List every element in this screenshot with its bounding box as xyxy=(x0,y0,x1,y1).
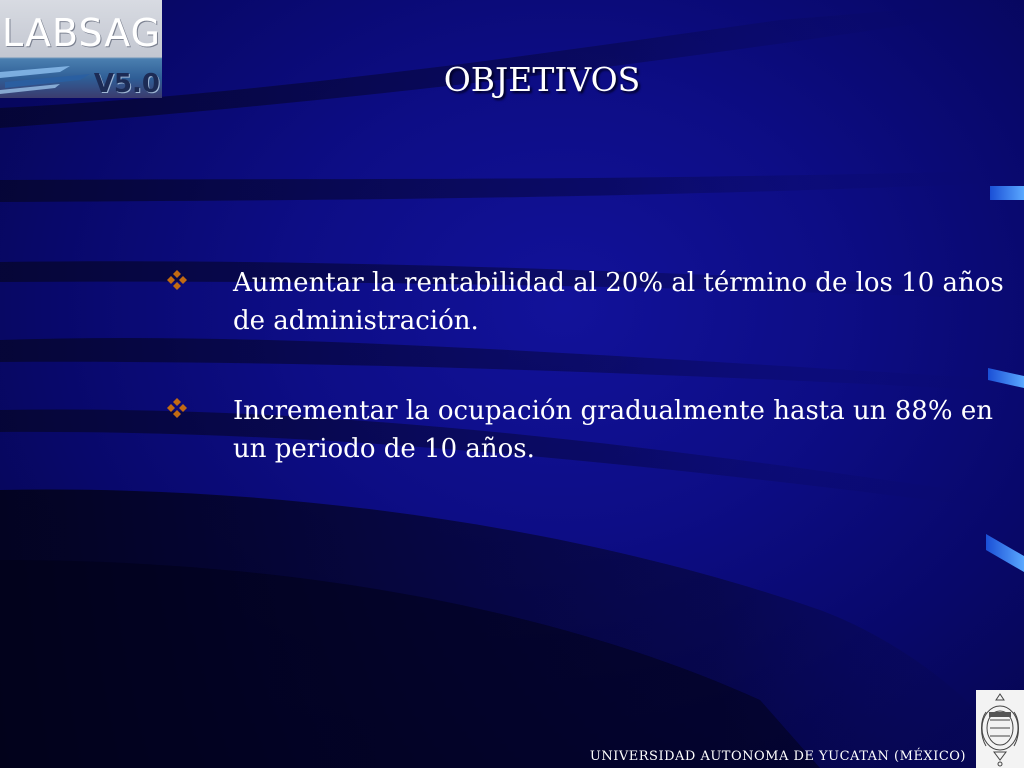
logo-text: LABSAG xyxy=(2,11,162,55)
bullet-text: Incrementar la ocupación gradualmente hasta un 88% en un periodo de 10 años. xyxy=(233,396,993,464)
slide-title: OBJETIVOS xyxy=(443,60,641,99)
footer-text: UNIVERSIDAD AUTONOMA DE YUCATAN (MÉXICO) xyxy=(589,749,966,764)
bullet-text: Aumentar la rentabilidad al 20% al término de los 10 años de administración. xyxy=(233,268,1004,336)
university-seal-icon xyxy=(976,690,1024,768)
bullet-list xyxy=(166,264,1016,520)
diamond-bullet-icon xyxy=(166,269,188,291)
diamond-bullet-icon xyxy=(166,397,188,419)
seal-drawing xyxy=(976,690,1024,768)
logo-version: V5.0 xyxy=(93,69,160,99)
bullet-item xyxy=(166,392,1016,468)
bullet-item xyxy=(166,264,1016,340)
